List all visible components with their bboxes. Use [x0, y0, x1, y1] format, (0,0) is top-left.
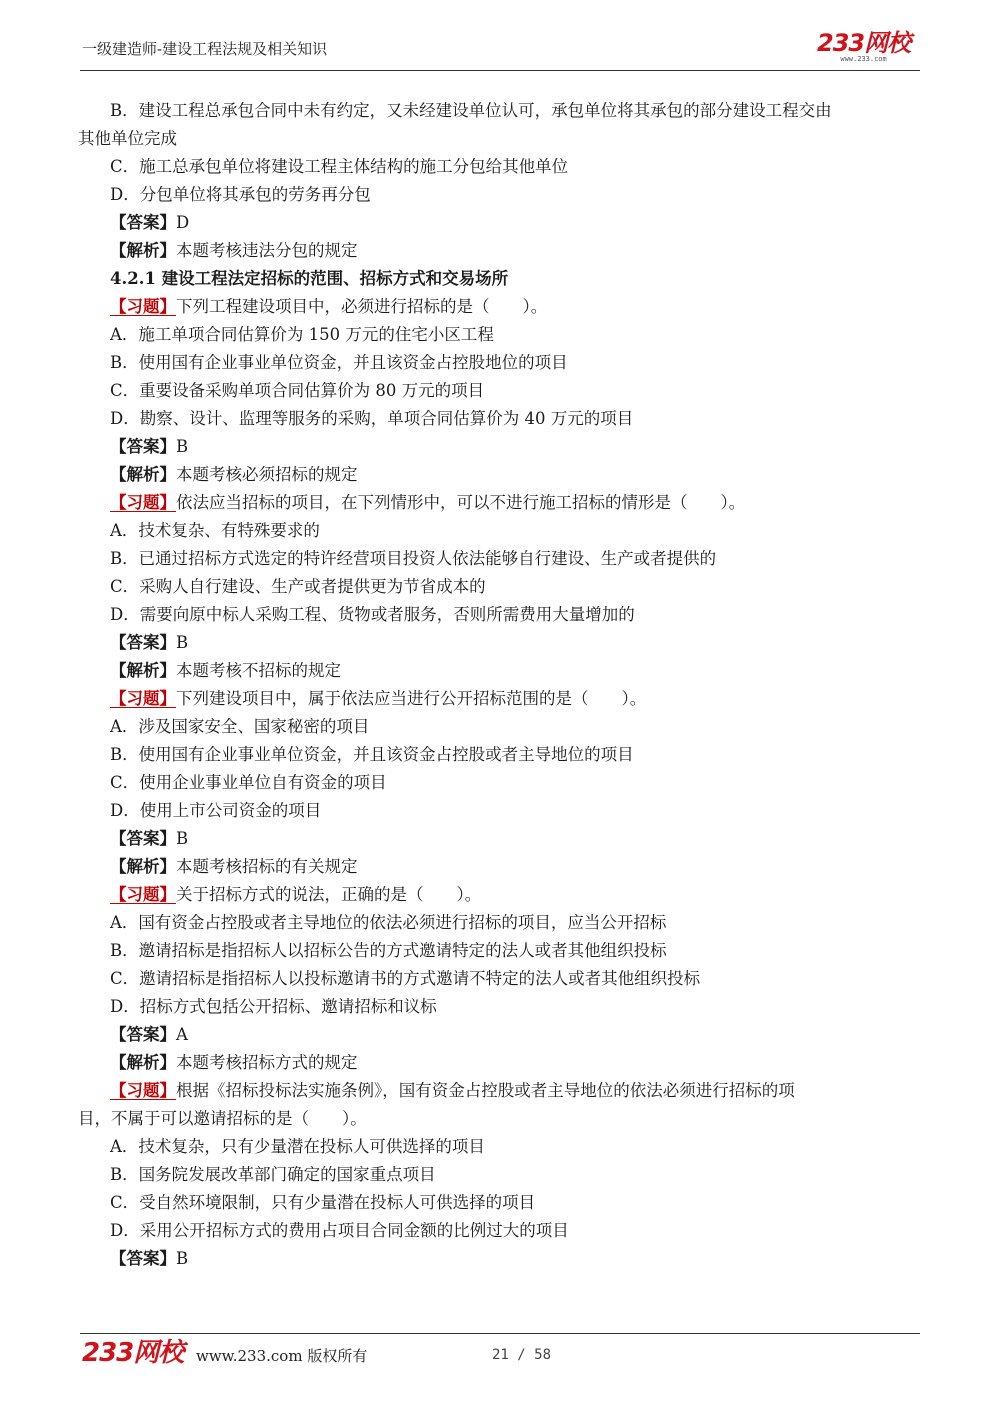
- answer-line: [78, 629, 928, 657]
- answer-line: [78, 237, 928, 265]
- option-line: D．招标方式包括公开招标、邀请招标和议标: [110, 997, 437, 1016]
- option-line: D．勘察、设计、监理等服务的采购，单项合同估算价为 40 万元的项目: [110, 409, 634, 428]
- option-line: B．使用国有企业事业单位资金，并且该资金占控股或者主导地位的项目: [110, 745, 634, 764]
- option-line: B．国务院发展改革部门确定的国家重点项目: [110, 1165, 436, 1184]
- option-line: C．重要设备采购单项合同估算价为 80 万元的项目: [110, 381, 485, 400]
- answer-text: 本题考核必须招标的规定: [176, 465, 358, 484]
- answer-text: 本题考核违法分包的规定: [176, 241, 358, 260]
- option-line: D．分包单位将其承包的劳务再分包: [110, 185, 371, 204]
- answer-label: 【解析】: [110, 241, 176, 260]
- option-line: A．施工单项合同估算价为 150 万元的住宅小区工程: [110, 325, 494, 344]
- option-line: A．技术复杂、有特殊要求的: [110, 521, 320, 540]
- line-text: 根据《招标投标法实施条例》，国有资金占控股或者主导地位的依法必须进行招标的项: [176, 1081, 795, 1100]
- option-line: A．涉及国家安全、国家秘密的项目: [110, 717, 370, 736]
- footer-divider: [80, 1333, 920, 1334]
- answer-text: B: [176, 437, 189, 456]
- option-line: B．已通过招标方式选定的特许经营项目投资人依法能够自行建设、生产或者提供的: [110, 549, 717, 568]
- document-body: [78, 97, 928, 1273]
- section-heading: 4.2.1 建设工程法定招标的范围、招标方式和交易场所: [110, 269, 509, 288]
- answer-line: [78, 1021, 928, 1049]
- question-tag: 【习题】: [110, 1081, 176, 1100]
- option-line: C．使用企业事业单位自有资金的项目: [110, 773, 387, 792]
- question-block: [78, 1077, 928, 1133]
- line-continuation: 其他单位完成: [78, 129, 177, 148]
- answer-label: 【答案】: [110, 829, 176, 848]
- answer-label: 【答案】: [110, 437, 176, 456]
- header-divider: [80, 70, 920, 71]
- answer-text: 本题考核招标的有关规定: [176, 857, 358, 876]
- question-line: [78, 685, 928, 713]
- option-line: B．使用国有企业事业单位资金，并且该资金占控股地位的项目: [110, 353, 568, 372]
- option-line: C．施工总承包单位将建设工程主体结构的施工分包给其他单位: [110, 157, 569, 176]
- question-tag: 【习题】: [110, 885, 176, 904]
- footer-logo-text: 233网校: [82, 1338, 184, 1368]
- answer-label: 【答案】: [110, 1025, 176, 1044]
- option-line: D．采用公开招标方式的费用占项目合同金额的比例过大的项目: [110, 1221, 569, 1240]
- answer-text: A: [176, 1025, 188, 1044]
- answer-line: [78, 825, 928, 853]
- question-line: [78, 1077, 928, 1105]
- line-text: B．建设工程总承包合同中未有约定，又未经建设单位认可，承包单位将其承包的部分建设工程交由: [110, 101, 832, 120]
- answer-line: [78, 1049, 928, 1077]
- answer-label: 【答案】: [110, 1249, 176, 1268]
- answer-label: 【解析】: [110, 661, 176, 680]
- option-line: C．采购人自行建设、生产或者提供更为节省成本的: [110, 577, 486, 596]
- answer-label: 【解析】: [110, 1053, 176, 1072]
- logo-text: 233网校: [817, 29, 911, 57]
- question-tag: 【习题】: [110, 493, 176, 512]
- answer-text: D: [176, 213, 190, 232]
- question-text: 依法应当招标的项目，在下列情形中，可以不进行施工招标的情形是（ ）。: [176, 493, 746, 512]
- answer-line: [78, 1245, 928, 1273]
- footer-logo: [82, 1340, 183, 1366]
- answer-text: 本题考核不招标的规定: [176, 661, 341, 680]
- answer-line: [78, 461, 928, 489]
- answer-text: 本题考核招标方式的规定: [176, 1053, 358, 1072]
- page-number: 21 / 58: [492, 1347, 552, 1363]
- option-line: A．技术复杂，只有少量潜在投标人可供选择的项目: [110, 1137, 485, 1156]
- option-line: [78, 97, 928, 125]
- answer-text: B: [176, 633, 189, 652]
- line-continuation: 目，不属于可以邀请招标的是（ ）。: [78, 1109, 367, 1128]
- option-line: D．使用上市公司资金的项目: [110, 801, 322, 820]
- question-text: 下列建设项目中，属于依法应当进行公开招标范围的是（ ）。: [176, 689, 647, 708]
- answer-line: [78, 853, 928, 881]
- answer-label: 【解析】: [110, 857, 176, 876]
- answer-text: B: [176, 1249, 189, 1268]
- answer-label: 【解析】: [110, 465, 176, 484]
- header-title: 一级建造师-建设工程法规及相关知识: [82, 40, 328, 58]
- question-line: [78, 489, 928, 517]
- option-line: C．邀请招标是指招标人以投标邀请书的方式邀请不特定的法人或者其他组织投标: [110, 969, 701, 988]
- option-line: A．国有资金占控股或者主导地位的依法必须进行招标的项目，应当公开招标: [110, 913, 667, 932]
- option-line: D．需要向原中标人采购工程、货物或者服务，否则所需费用大量增加的: [110, 605, 635, 624]
- question-line: [78, 881, 928, 909]
- option-line: B．邀请招标是指招标人以招标公告的方式邀请特定的法人或者其他组织投标: [110, 941, 667, 960]
- question-tag: 【习题】: [110, 297, 176, 316]
- question-line: [78, 293, 928, 321]
- answer-line: [78, 209, 928, 237]
- brand-logo: [817, 31, 910, 63]
- answer-line: [78, 657, 928, 685]
- question-text: 关于招标方式的说法，正确的是（ ）。: [176, 885, 482, 904]
- question-tag: 【习题】: [110, 689, 176, 708]
- logo-url: www.233.com: [840, 55, 887, 63]
- footer-copyright: www.233.com 版权所有: [196, 1347, 368, 1365]
- answer-label: 【答案】: [110, 213, 176, 232]
- answer-text: B: [176, 829, 189, 848]
- option-line: C．受自然环境限制，只有少量潜在投标人可供选择的项目: [110, 1193, 536, 1212]
- question-text: 下列工程建设项目中，必须进行招标的是（ ）。: [176, 297, 548, 316]
- answer-line: [78, 433, 928, 461]
- option-block: [78, 97, 928, 153]
- answer-label: 【答案】: [110, 633, 176, 652]
